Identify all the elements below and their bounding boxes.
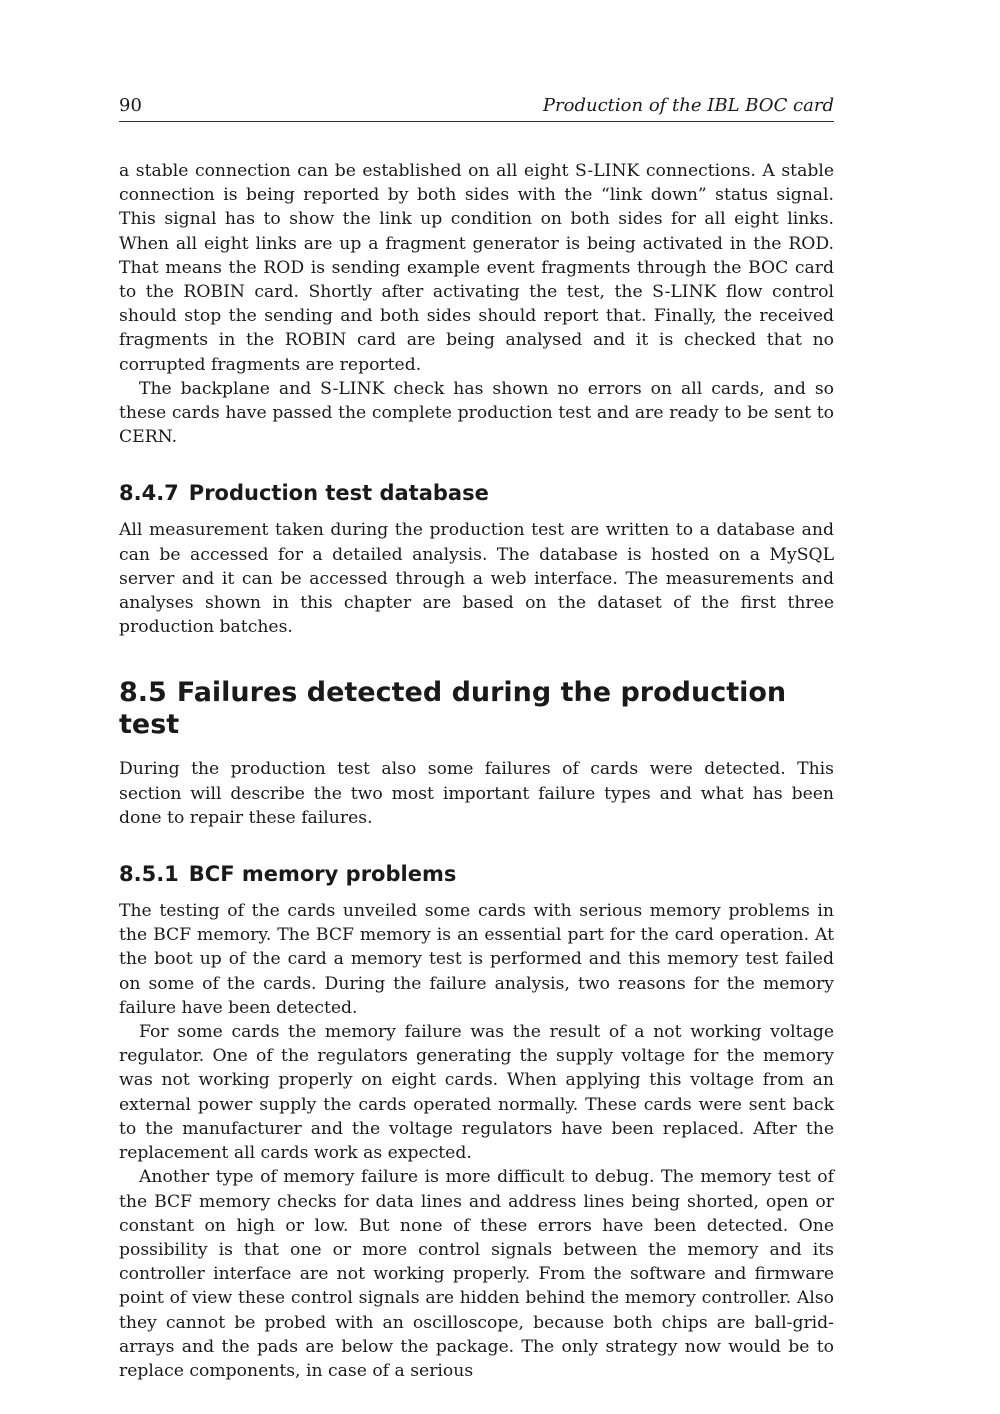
subsection-title: Production test database: [188, 481, 489, 506]
paragraph-slink-test: a stable connection can be established on all eight S-LINK connections. A stable connection is being reported by both sides with the “link down” status signal. This signal has to show the link up condition on both sides for all eight links. When all eight links are up a fragment generator is being activated in the ROD. That means the ROD is sending example event fragments through the BOC card to the ROBIN card. Shortly after activating the test, the S-LINK flow control should stop the sending and both sides should report that. Finally, the received fragments in the ROBIN card are being analysed and it is checked that no corrupted fragments are reported.: [119, 161, 834, 375]
subsection-number: 8.5.1: [119, 862, 179, 887]
paragraph-memory-problems: The testing of the cards unveiled some cards with serious memory problems in the BCF memory. The BCF memory is an essential part for the card operation. At the boot up of the card a memory test is performed and this memory test failed on some of the cards. During the failure analysis, two reasons for the memory failure have been detected.: [119, 901, 834, 1018]
paragraph-backplane-result: The backplane and S-LINK check has shown no errors on all cards, and so these cards have passed the complete production test and are ready to be sent to CERN.: [119, 378, 834, 448]
page-number: 90: [119, 95, 142, 116]
section-number: 8.5: [119, 677, 167, 709]
document-page: [119, 94, 834, 1383]
subsection-title: BCF memory problems: [188, 862, 457, 887]
paragraph-failures-intro: During the production test also some failures of cards were detected. This section will describe the two most important failure types and what has been done to repair these failures.: [119, 759, 834, 828]
paragraph-voltage-regulator: For some cards the memory failure was the result of a not working voltage regulator. One of the regulators generating the supply voltage for the memory was not working properly on eight cards. When applying this voltage from an external power supply the cards operated normally. These cards were sent back to the manufacturer and the voltage regulators have been replaced. After the replacement all cards work as expected.: [119, 1022, 834, 1164]
subsection-heading-8-5-1: [119, 861, 834, 887]
subsection-number: 8.4.7: [119, 481, 179, 506]
running-title: Production of the IBL BOC card: [542, 95, 834, 116]
subsection-heading-8-4-7: [119, 480, 834, 506]
paragraph-memory-debug: Another type of memory failure is more difficult to debug. The memory test of the BCF memory checks for data lines and address lines being shorted, open or constant on high or low. But none of these errors have been detected. One possibility is that one or more control signals between the memory and its controller interface are not working properly. From the software and firmware point of view these control signals are hidden behind the memory controller. Also they cannot be probed with an oscilloscope, because both chips are ball-grid-arrays and the pads are below the package. The only strategy now would be to replace components, in case of a serious: [119, 1167, 834, 1381]
paragraph-database: All measurement taken during the production test are written to a database and can be accessed for a detailed analysis. The database is hosted on a MySQL server and it can be accessed through a web interface. The measurements and analyses shown in this chapter are based on the dataset of the first three production batches.: [119, 520, 834, 638]
running-header: [119, 94, 834, 122]
section-heading-8-5: [119, 677, 834, 741]
section-title: Failures detected during the production test: [119, 677, 787, 741]
